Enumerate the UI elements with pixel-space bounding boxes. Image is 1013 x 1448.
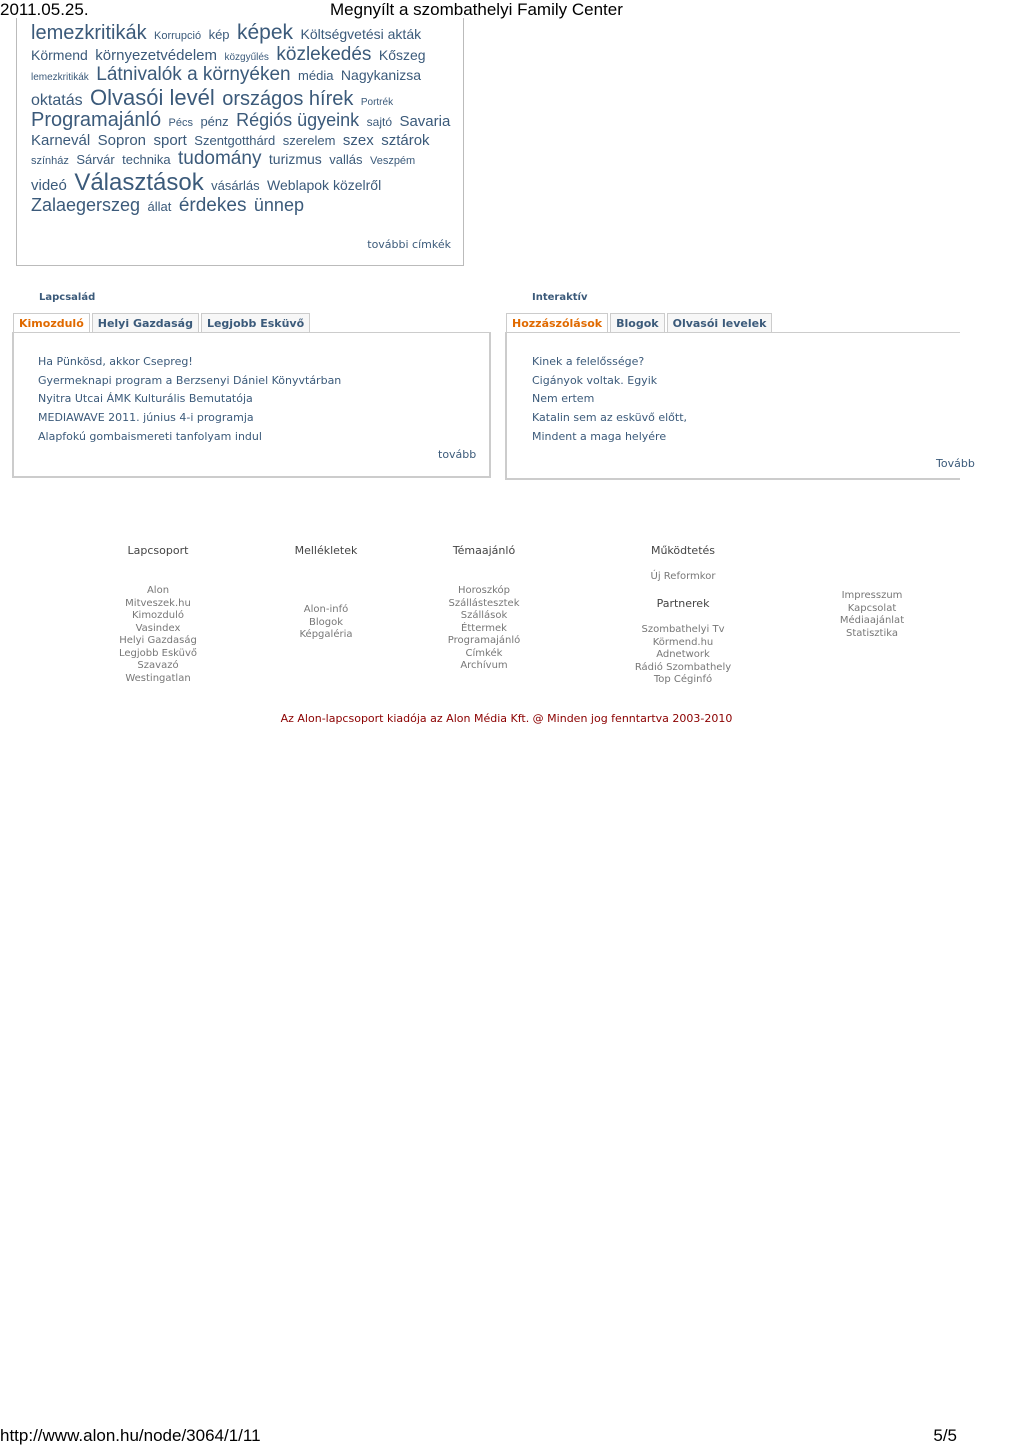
tag-link[interactable]: pénz <box>200 114 229 130</box>
tag-link[interactable]: közgyűlés <box>224 51 269 63</box>
footer-link[interactable]: Szállástesztek <box>448 597 520 609</box>
print-footer-page: 5/5 <box>933 1426 957 1445</box>
tag-link[interactable]: Kőszeg <box>378 46 426 63</box>
lapcsalad-tabs <box>13 313 312 333</box>
footer-link[interactable]: Rádió Szombathely <box>634 661 732 673</box>
interaktiv-more-link[interactable]: Tovább <box>936 457 975 470</box>
footer-link[interactable]: Adnetwork <box>656 649 710 660</box>
tag-link[interactable]: Portrék <box>360 96 394 108</box>
list-item[interactable]: Katalin sem az esküvő előtt, <box>532 411 688 425</box>
footer-link[interactable]: Szavazó <box>137 660 179 671</box>
footer-link[interactable]: Statisztika <box>846 627 898 639</box>
footer-col-temaajanlo <box>424 585 544 673</box>
tag-link[interactable]: sztárok <box>381 131 430 149</box>
tag-link[interactable]: környezetvédelem <box>95 46 217 64</box>
lapcsalad-panel <box>12 332 491 478</box>
tag-link[interactable]: Korrupció <box>154 30 202 42</box>
lapcsalad-more-link[interactable]: tovább <box>438 448 477 461</box>
tab-hozzaszolasok[interactable]: Hozzászólások <box>506 313 608 333</box>
list-item[interactable]: Ha Pünkösd, akkor Csepreg! <box>38 355 193 368</box>
list-item[interactable]: Gyermeknapi program a Berzsenyi Dániel Könyvtárban <box>38 373 342 387</box>
tag-link[interactable]: oktatás <box>31 91 83 109</box>
tag-cloud <box>31 22 461 216</box>
footer-link[interactable]: Westingatlan <box>125 672 191 684</box>
tag-link[interactable]: szex <box>342 131 374 149</box>
footer-link[interactable]: Szállások <box>460 610 508 621</box>
tag-link[interactable]: Költségvetési akták <box>300 26 422 42</box>
more-tags-link[interactable]: további címkék <box>367 238 451 251</box>
tag-link[interactable]: Választások <box>74 168 204 196</box>
tag-link[interactable]: turizmus <box>268 151 322 168</box>
tag-link[interactable]: közlekedés <box>276 43 372 65</box>
footer-link[interactable]: Körmend.hu <box>652 636 714 648</box>
tag-link[interactable]: Veszpém <box>369 155 416 168</box>
tag-link[interactable]: sajtó <box>366 115 392 130</box>
tag-link[interactable]: állat <box>147 198 172 214</box>
print-footer-url: http://www.alon.hu/node/3064/1/11 <box>0 1426 261 1445</box>
tag-link[interactable]: országos hírek <box>222 87 354 110</box>
tag-link[interactable]: Régiós ügyeink <box>236 110 360 131</box>
print-header-title: Megnyílt a szombathelyi Family Center <box>330 0 623 19</box>
footer-link[interactable]: Vasindex <box>135 622 181 634</box>
list-item[interactable]: Kinek a felelőssége? <box>532 355 645 368</box>
footer-heading-mukodtetes: Működtetés <box>650 544 716 557</box>
tag-link[interactable]: kép <box>208 27 230 42</box>
tag-link[interactable]: szerelem <box>282 132 336 148</box>
tag-link[interactable]: Sárvár <box>76 152 115 168</box>
tag-link[interactable]: tudomány <box>178 148 262 170</box>
tag-link[interactable]: Sopron <box>97 131 147 149</box>
list-item[interactable]: Mindent a maga helyére <box>532 429 667 443</box>
list-item[interactable]: Cigányok voltak. Egyik <box>532 373 658 387</box>
tag-link[interactable]: sport <box>153 131 187 149</box>
footer-link[interactable]: Képgaléria <box>299 629 353 640</box>
tag-link[interactable]: színház <box>31 155 69 168</box>
tag-link[interactable]: Pécs <box>168 117 193 130</box>
footer-link[interactable]: Helyi Gazdaság <box>119 635 197 646</box>
footer-link[interactable]: Médiaajánlat <box>839 615 905 626</box>
tag-link[interactable]: érdekes <box>178 194 247 216</box>
footer-link[interactable]: Mitveszek.hu <box>125 597 191 609</box>
footer-link[interactable]: Kapcsolat <box>847 602 897 614</box>
footer-link[interactable]: Top Céginfó <box>653 674 713 685</box>
tag-link[interactable]: vásárlás <box>211 177 260 193</box>
tab-olvasoi-levelek[interactable]: Olvasói levelek <box>667 313 773 333</box>
tag-link[interactable]: lemezkritikák <box>31 72 89 84</box>
tag-link[interactable]: Karnevál <box>31 131 91 149</box>
tab-blogok[interactable]: Blogok <box>610 313 664 333</box>
interaktiv-panel <box>505 332 975 480</box>
tab-kimozdulo[interactable]: Kimozduló <box>13 313 90 333</box>
copyright-text: Az Alon-lapcsoport kiadója az Alon Média Kft. @ Minden jog fenntartva 2003-2010 <box>280 712 733 725</box>
tab-legjobb-eskuvo[interactable]: Legjobb Esküvő <box>201 313 310 333</box>
footer-link[interactable]: Alon-infó <box>303 604 349 615</box>
footer-col-lapcsoport <box>98 585 218 685</box>
tag-link[interactable]: Programajánló <box>31 109 162 132</box>
tag-link[interactable]: Savaria <box>399 113 451 131</box>
footer-link[interactable]: Impresszum <box>841 590 903 601</box>
list-item[interactable]: Nem ertem <box>532 392 595 406</box>
list-item[interactable]: Nyitra Utcai ÁMK Kulturális Bemutatója <box>38 392 253 406</box>
tag-link[interactable]: Látnivalók a környéken <box>96 64 291 86</box>
tag-link[interactable]: technika <box>122 152 171 168</box>
partnerek-heading: Partnerek <box>656 596 710 610</box>
tag-link[interactable]: Nagykanizsa <box>340 67 422 84</box>
footer-link[interactable]: Éttermek <box>461 622 507 634</box>
footer-link[interactable]: Archívum <box>460 660 508 671</box>
footer-link[interactable]: Blogok <box>308 616 343 628</box>
footer-col-mellekletek <box>266 604 386 642</box>
tag-link[interactable]: Weblapok közelről <box>267 176 382 193</box>
tag-link[interactable]: média <box>298 68 334 84</box>
list-item[interactable]: MEDIAWAVE 2011. június 4-i programja <box>38 411 254 425</box>
footer-link[interactable]: Horoszkóp <box>457 585 510 596</box>
tag-link[interactable]: Zalaegerszeg <box>31 194 141 215</box>
tag-cloud-box <box>16 18 464 266</box>
footer-link[interactable]: Kimozduló <box>131 610 185 621</box>
footer-link[interactable]: Szombathelyi Tv <box>641 624 725 635</box>
lapcsalad-title: Lapcsalád <box>39 292 96 303</box>
footer-link[interactable]: Programajánló <box>447 635 521 646</box>
interaktiv-title: Interaktív <box>532 292 588 303</box>
tag-link[interactable]: lemezkritikák <box>31 22 147 44</box>
footer-link[interactable]: Legjobb Esküvő <box>118 647 198 659</box>
footer-link[interactable]: Címkék <box>465 647 503 659</box>
tag-link[interactable]: videó <box>31 176 67 194</box>
footer-heading-temaajanlo: Témaajánló <box>452 544 516 557</box>
footer-link[interactable]: Új Reformkor <box>650 571 716 582</box>
tag-link[interactable]: képek <box>236 21 294 44</box>
tag-link[interactable]: vallás <box>329 152 363 168</box>
list-item[interactable]: Alapfokú gombaismereti tanfolyam indul <box>38 429 262 443</box>
tag-link[interactable]: Szentgotthárd <box>194 132 276 148</box>
tag-link[interactable]: Olvasói levél <box>90 84 215 110</box>
footer-heading-lapcsoport: Lapcsoport <box>127 544 189 557</box>
tag-link[interactable]: Körmend <box>31 46 88 63</box>
footer-heading-mellekletek: Mellékletek <box>294 544 358 557</box>
interaktiv-tabs <box>506 313 774 333</box>
footer-link[interactable]: Alon <box>146 585 170 596</box>
tag-link[interactable]: ünnep <box>253 194 304 215</box>
footer-col-mukodtetes <box>623 571 743 687</box>
print-header-date: 2011.05.25. <box>0 0 89 19</box>
footer-col-misc <box>812 590 932 640</box>
tab-helyi-gazdasag[interactable]: Helyi Gazdaság <box>92 313 199 333</box>
